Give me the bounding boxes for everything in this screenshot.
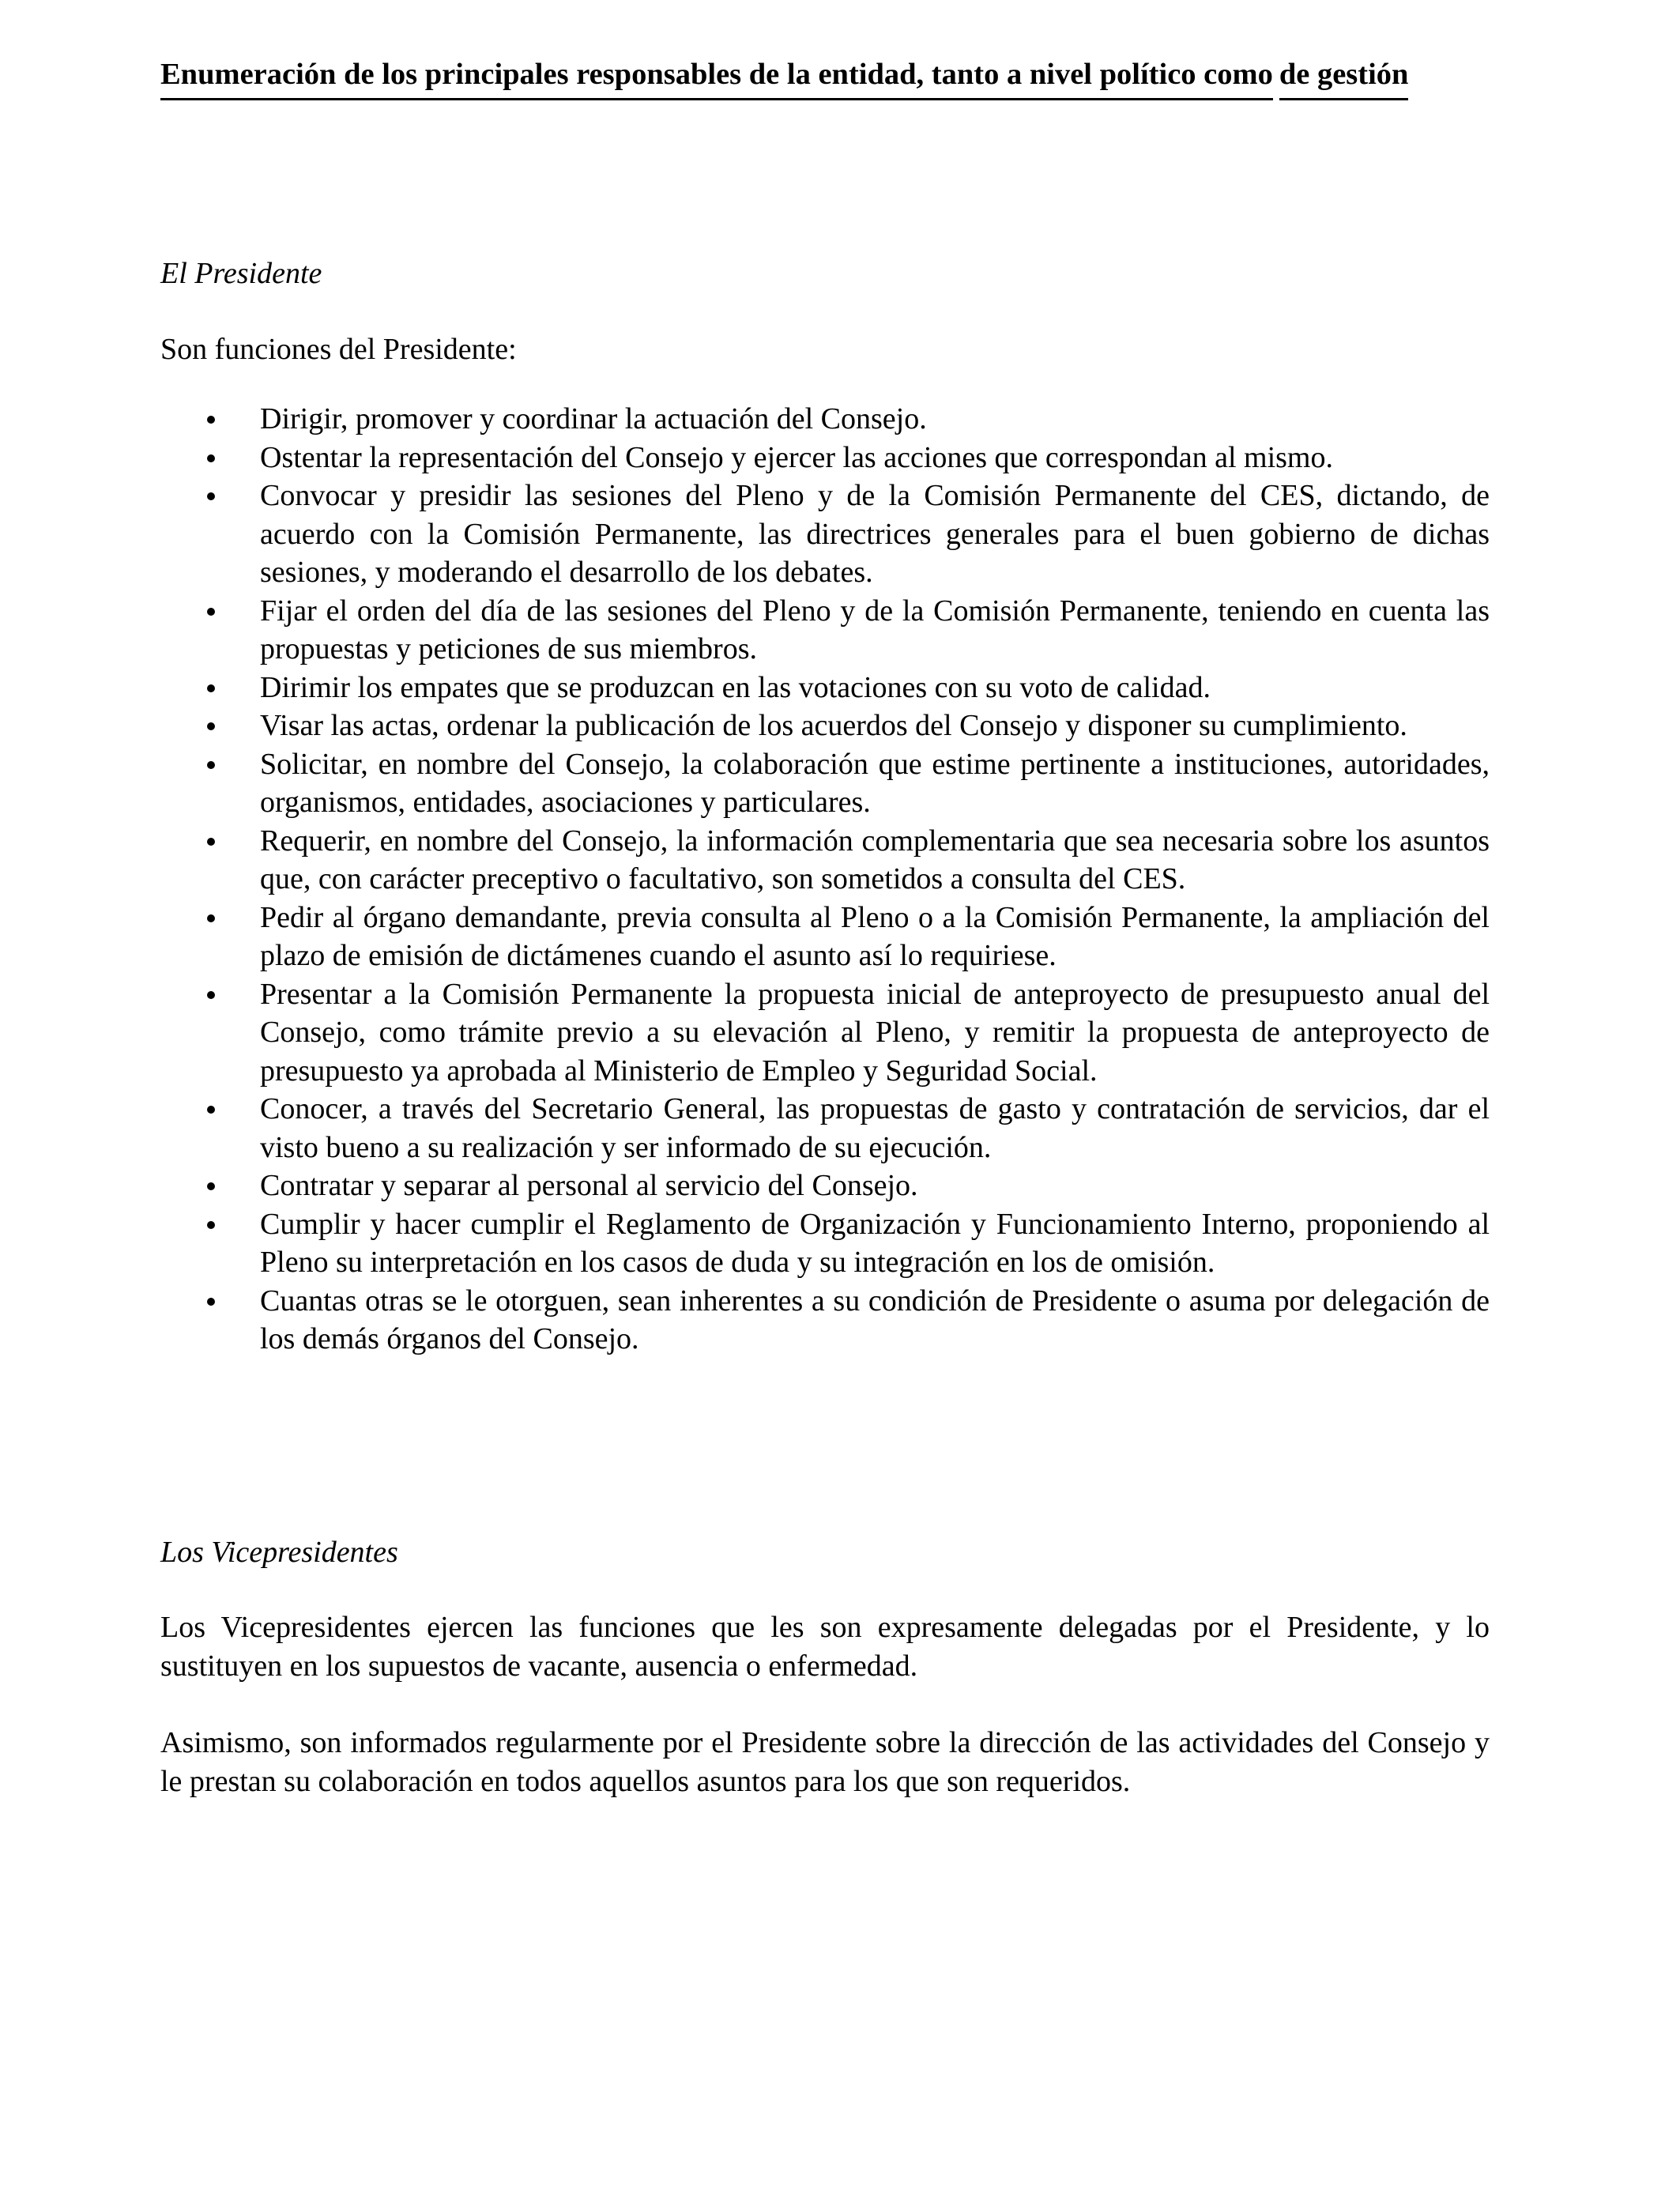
list-item	[160, 975, 1490, 1091]
list-item-text: Cumplir y hacer cumplir el Reglamento de Organización y Funcionamiento Interno, proponiendo al Pleno su interpretación en los casos de duda y su integración en los de omisión.	[260, 1207, 1490, 1279]
bullet-icon	[207, 1106, 215, 1114]
vicepresidents-heading: Los Vicepresidentes	[160, 1536, 398, 1569]
list-item-text: Presentar a la Comisión Permanente la propuesta inicial de anteproyecto de presupuesto anual del Consejo, como trámite previo a su elevación al Pleno, y remitir la propuesta de anteproyecto de presupuesto ya aprobada al Ministerio de Empleo y Seguridad Social.	[260, 977, 1490, 1088]
list-item	[160, 439, 1490, 477]
list-item	[160, 1167, 1490, 1205]
bullet-icon	[207, 684, 215, 692]
list-item	[160, 400, 1490, 439]
list-item-text: Visar las actas, ordenar la publicación de los acuerdos del Consejo y disponer su cumplimiento.	[260, 709, 1407, 742]
bullet-icon	[207, 454, 215, 462]
list-item	[160, 592, 1490, 669]
list-item	[160, 1205, 1490, 1282]
list-item-text: Requerir, en nombre del Consejo, la información complementaria que sea necesaria sobre los asuntos que, con carácter preceptivo o facultativo, son sometidos a consulta del CES.	[260, 824, 1490, 895]
list-item-text: Pedir al órgano demandante, previa consulta al Pleno o a la Comisión Permanente, la ampliación del plazo de emisión de dictámenes cuando el asunto así lo requiriese.	[260, 900, 1490, 972]
bullet-icon	[207, 416, 215, 424]
president-intro: Son funciones del Presidente:	[160, 333, 517, 366]
list-item	[160, 477, 1490, 592]
list-item-text: Fijar el orden del día de las sesiones del Pleno y de la Comisión Permanente, teniendo en cuenta las propuestas y peticiones de sus miembros.	[260, 594, 1490, 665]
list-item-text: Contratar y separar al personal al servicio del Consejo.	[260, 1169, 918, 1202]
list-item-text: Dirimir los empates que se produzcan en las votaciones con su voto de calidad.	[260, 670, 1211, 704]
list-item	[160, 707, 1490, 745]
list-item-text: Ostentar la representación del Consejo y ejercer las acciones que correspondan al mismo.	[260, 440, 1333, 474]
list-item	[160, 669, 1490, 707]
bullet-icon	[207, 761, 215, 769]
list-item	[160, 822, 1490, 899]
list-item-text: Dirigir, promover y coordinar la actuación del Consejo.	[260, 402, 927, 435]
bullet-icon	[207, 492, 215, 500]
bullet-icon	[207, 608, 215, 616]
list-item	[160, 745, 1490, 822]
bullet-icon	[207, 914, 215, 922]
bullet-icon	[207, 991, 215, 999]
document-title-part2: de gestión	[1279, 54, 1409, 100]
list-item-text: Cuantas otras se le otorguen, sean inherentes a su condición de Presidente o asuma por delegación de los demás órganos del Consejo.	[260, 1284, 1490, 1355]
president-heading: El Presidente	[160, 257, 322, 290]
document-title	[160, 54, 1520, 100]
list-item-text: Solicitar, en nombre del Consejo, la colaboración que estime pertinente a instituciones, autoridades, organismos, entidades, asociaciones y particulares.	[260, 747, 1490, 819]
bullet-icon	[207, 1221, 215, 1229]
bullet-icon	[207, 1182, 215, 1190]
list-item-text: Conocer, a través del Secretario General, las propuestas de gasto y contratación de servicios, dar el visto bueno a su realización y ser informado de su ejecución.	[260, 1092, 1490, 1164]
vicepresidents-paragraph-1: Los Vicepresidentes ejercen las funciones que les son expresamente delegadas por el Presidente, y lo sustituyen en los supuestos de vacante, ausencia o enfermedad.	[160, 1611, 1490, 1683]
bullet-icon	[207, 1298, 215, 1306]
list-item	[160, 1282, 1490, 1359]
list-item-text: Convocar y presidir las sesiones del Pleno y de la Comisión Permanente del CES, dictando, de acuerdo con la Comisión Permanente, las directrices generales para el buen gobierno de dichas sesiones, y moderando el desarrollo de los debates.	[260, 479, 1490, 589]
list-item	[160, 1090, 1490, 1167]
president-functions-list	[160, 400, 1490, 1359]
list-item	[160, 899, 1490, 975]
bullet-icon	[207, 838, 215, 846]
document-title-part1: Enumeración de los principales responsables de la entidad, tanto a nivel político como	[160, 54, 1273, 100]
bullet-icon	[207, 722, 215, 730]
vicepresidents-paragraph-2: Asimismo, son informados regularmente por el Presidente sobre la dirección de las actividades del Consejo y le prestan su colaboración en todos aquellos asuntos para los que son requeridos.	[160, 1726, 1490, 1798]
